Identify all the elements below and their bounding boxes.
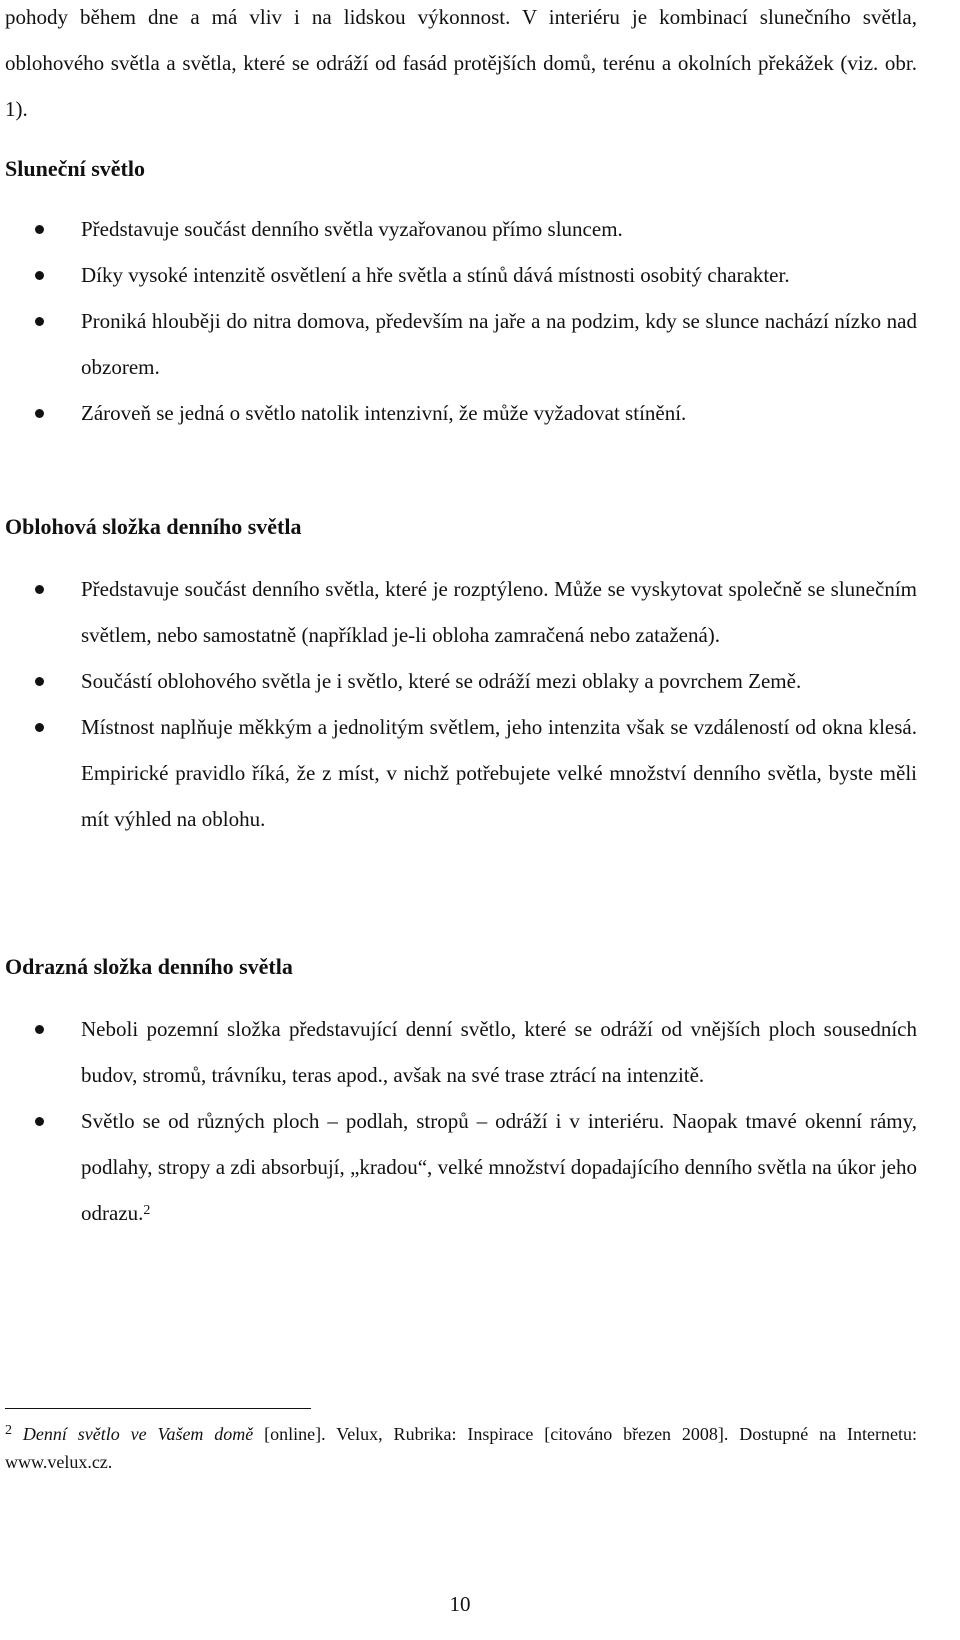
list-item-text: Světlo se od různých ploch – podlah, stropů – odráží i v interiéru. Naopak tmavé okenní rámy, podlahy, stropy a zdi absorbují, „kradou“, velké množství dopadajícího denního světla na úkor jeho odrazu. (81, 1109, 917, 1225)
footnote-text: [online]. Velux, Rubrika: Inspirace [citováno březen 2008]. Dostupné na Internetu: www.velux.cz. (5, 1424, 917, 1472)
list-item (5, 206, 917, 252)
footnote-separator (5, 1408, 311, 1409)
bullet-icon (35, 1117, 44, 1126)
list-item (5, 566, 917, 658)
section-heading-sunlight: Sluneční světlo (5, 156, 145, 181)
list-item (5, 1098, 917, 1236)
list-item (5, 704, 917, 842)
bullet-list-sunlight (5, 206, 917, 436)
list-item (5, 252, 917, 298)
footnote-number: 2 (5, 1423, 12, 1438)
bullet-icon (35, 271, 44, 280)
list-item-text: Zároveň se jedná o světlo natolik intenzivní, že může vyžadovat stínění. (81, 401, 687, 425)
list-item-text: Představuje součást denního světla, které je rozptýleno. Může se vyskytovat společně se slunečním světlem, nebo samostatně (například je-li obloha zamračená nebo zatažená). (81, 577, 917, 647)
intro-paragraph: pohody během dne a má vliv i na lidskou výkonnost. V interiéru je kombinací slunečního světla, oblohového světla a světla, které se odráží od fasád protějších domů, terénu a okolních překážek (viz. obr. 1). (5, 5, 917, 121)
bullet-list-sky-component (5, 566, 917, 842)
footnote-reference: 2 (143, 1203, 151, 1218)
section-heading-sky-component: Oblohová složka denního světla (5, 514, 302, 539)
list-item (5, 298, 917, 390)
list-item-text: Místnost naplňuje měkkým a jednolitým světlem, jeho intenzita však se vzdáleností od okna klesá. Empirické pravidlo říká, že z míst, v nichž potřebujete velké množství denního světla, byste měli mít výhled na oblohu. (81, 715, 917, 831)
list-item-text: Díky vysoké intenzitě osvětlení a hře světla a stínů dává místnosti osobitý charakter. (81, 263, 790, 287)
list-item (5, 658, 917, 704)
list-item-text: Proniká hlouběji do nitra domova, především na jaře a na podzim, kdy se slunce nachází nízko nad obzorem. (81, 309, 917, 379)
footnote (5, 1420, 917, 1476)
bullet-icon (35, 1025, 44, 1034)
bullet-list-reflected-component (5, 1006, 917, 1236)
list-item-text: Součástí oblohového světla je i světlo, které se odráží mezi oblaky a povrchem Země. (81, 669, 802, 693)
section-heading-reflected-component: Odrazná složka denního světla (5, 954, 293, 979)
bullet-icon (35, 409, 44, 418)
list-item (5, 390, 917, 436)
list-item-text: Neboli pozemní složka představující denní světlo, které se odráží od vnějších ploch sousedních budov, stromů, trávníku, teras apod., avšak na své trase ztrácí na intenzitě. (81, 1017, 917, 1087)
list-item-text: Představuje součást denního světla vyzařovanou přímo sluncem. (81, 217, 623, 241)
page-number: 10 (449, 1592, 471, 1616)
footnote-title: Denní světlo ve Vašem domě (22, 1424, 254, 1444)
bullet-icon (35, 677, 44, 686)
bullet-icon (35, 723, 44, 732)
bullet-icon (35, 585, 44, 594)
list-item (5, 1006, 917, 1098)
bullet-icon (35, 317, 44, 326)
bullet-icon (35, 225, 44, 234)
